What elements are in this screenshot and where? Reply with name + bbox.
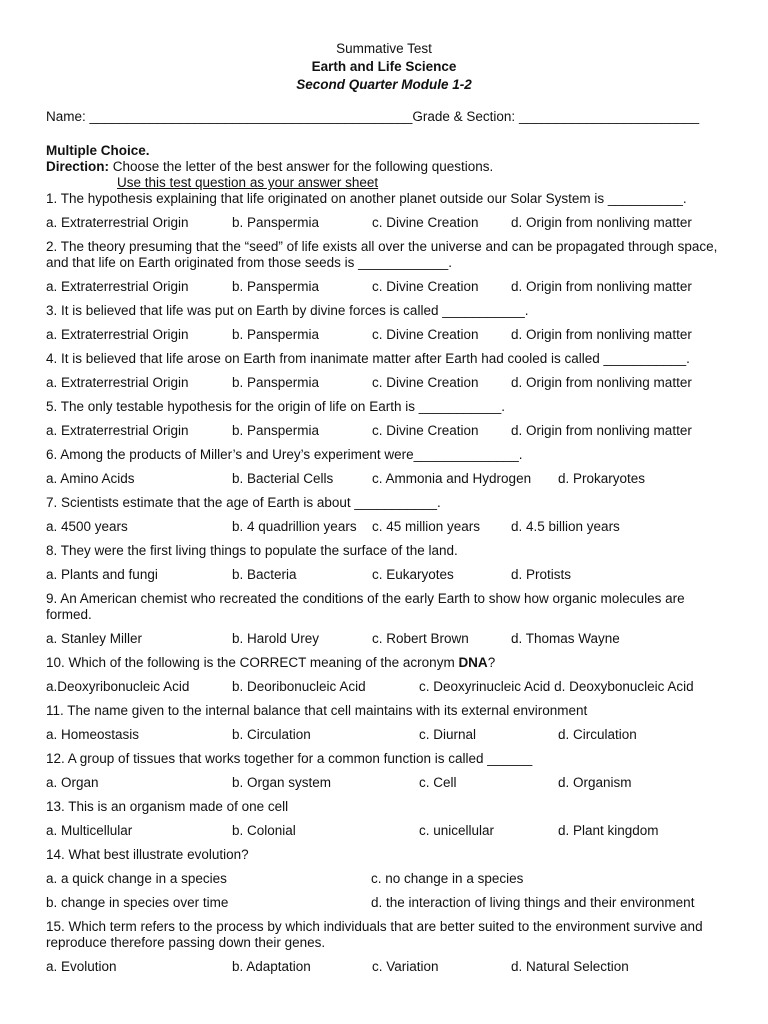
option-9b[interactable]: b. Harold Urey (232, 631, 320, 646)
grade-section-label: Grade & Section: (412, 109, 519, 124)
option-4d[interactable]: d. Origin from nonliving matter (511, 375, 692, 390)
option-7c[interactable]: c. 45 million years (372, 519, 481, 534)
subject-title: Earth and Life Science (311, 59, 457, 74)
option-11b[interactable]: b. Circulation (232, 727, 311, 742)
question-4: 4. It is believed that life arose on Earth from inanimate matter after Earth had cooled is called ___________. (46, 351, 690, 366)
question-12: 12. A group of tissues that works together for a common function is called ______ (46, 751, 533, 766)
option-11c[interactable]: c. Diurnal (419, 727, 477, 742)
question-10-text: 10. Which of the following is the CORRECT meaning of the acronym (46, 655, 459, 670)
options-12 (46, 775, 722, 791)
option-5d[interactable]: d. Origin from nonliving matter (511, 423, 692, 438)
option-7a[interactable]: a. 4500 years (46, 519, 128, 534)
options-11 (46, 727, 722, 743)
option-13a[interactable]: a. Multicellular (46, 823, 133, 838)
question-10-acronym: DNA (458, 655, 488, 670)
option-3a[interactable]: a. Extraterrestrial Origin (46, 327, 189, 342)
grade-section-blank[interactable]: ________________________ (518, 109, 700, 124)
option-7d[interactable]: d. 4.5 billion years (511, 519, 620, 534)
option-8a[interactable]: a. Plants and fungi (46, 567, 158, 582)
option-2c[interactable]: c. Divine Creation (372, 279, 479, 294)
name-blank[interactable]: ___________________________________________ (89, 109, 413, 124)
options-7 (46, 519, 722, 535)
option-10b[interactable]: b. Deoribonucleic Acid (232, 679, 366, 694)
option-10d[interactable]: d. Deoxybonucleic Acid (554, 679, 694, 694)
options-1 (46, 215, 722, 231)
question-14: 14. What best illustrate evolution? (46, 847, 249, 862)
question-11: 11. The name given to the internal balance that cell maintains with its external environment (46, 703, 588, 718)
option-2b[interactable]: b. Panspermia (232, 279, 320, 294)
option-10a[interactable]: a.Deoxyribonucleic Acid (46, 679, 190, 694)
option-5b[interactable]: b. Panspermia (232, 423, 320, 438)
option-12d[interactable]: d. Organism (558, 775, 632, 790)
question-6: 6. Among the products of Miller’s and Urey’s experiment were______________. (46, 447, 523, 462)
option-13d[interactable]: d. Plant kingdom (558, 823, 659, 838)
option-4c[interactable]: c. Divine Creation (372, 375, 479, 390)
option-14a[interactable]: a. a quick change in a species (46, 871, 227, 886)
option-15c[interactable]: c. Variation (372, 959, 439, 974)
option-1a[interactable]: a. Extraterrestrial Origin (46, 215, 189, 230)
option-12b[interactable]: b. Organ system (232, 775, 332, 790)
question-15: 15. Which term refers to the process by which individuals that are better suited to the environment survive and reproduce therefore passing down their genes. (46, 919, 703, 950)
option-8c[interactable]: c. Eukaryotes (372, 567, 454, 582)
option-12c[interactable]: c. Cell (419, 775, 457, 790)
question-13: 13. This is an organism made of one cell (46, 799, 289, 814)
option-3b[interactable]: b. Panspermia (232, 327, 320, 342)
option-3c[interactable]: c. Divine Creation (372, 327, 479, 342)
option-11d[interactable]: d. Circulation (558, 727, 637, 742)
direction-label: Direction: (46, 159, 110, 174)
option-8b[interactable]: b. Bacteria (232, 567, 297, 582)
option-2d[interactable]: d. Origin from nonliving matter (511, 279, 692, 294)
options-14-row1 (46, 871, 722, 887)
question-9: 9. An American chemist who recreated the conditions of the early Earth to show how organic molecules are formed. (46, 591, 685, 622)
option-10c[interactable]: c. Deoxyrinucleic Acid (419, 679, 551, 694)
option-6a[interactable]: a. Amino Acids (46, 471, 135, 486)
option-14c[interactable]: c. no change in a species (371, 871, 524, 886)
question-3: 3. It is believed that life was put on Earth by divine forces is called ___________. (46, 303, 529, 318)
option-9d[interactable]: d. Thomas Wayne (511, 631, 620, 646)
option-15b[interactable]: b. Adaptation (232, 959, 311, 974)
option-6c[interactable]: c. Ammonia and Hydrogen (372, 471, 532, 486)
question-7: 7. Scientists estimate that the age of Earth is about ___________. (46, 495, 441, 510)
option-1b[interactable]: b. Panspermia (232, 215, 320, 230)
question-10 (46, 655, 722, 671)
option-6b[interactable]: b. Bacterial Cells (232, 471, 334, 486)
student-info-row (46, 108, 722, 126)
options-10 (46, 679, 722, 695)
section-title: Multiple Choice. (46, 143, 150, 158)
option-13c[interactable]: c. unicellular (419, 823, 495, 838)
options-4 (46, 375, 722, 391)
direction-text: Choose the letter of the best answer for the following questions. (109, 159, 494, 174)
option-1c[interactable]: c. Divine Creation (372, 215, 479, 230)
option-11a[interactable]: a. Homeostasis (46, 727, 140, 742)
name-label: Name: (46, 109, 90, 124)
option-12a[interactable]: a. Organ (46, 775, 99, 790)
option-14b[interactable]: b. change in species over time (46, 895, 229, 910)
question-2: 2. The theory presuming that the “seed” of life exists all over the universe and can be propagated through space, and that life on Earth originated from those seeds is ____________. (46, 239, 718, 270)
options-6 (46, 471, 722, 487)
options-5 (46, 423, 722, 439)
option-13b[interactable]: b. Colonial (232, 823, 296, 838)
option-5c[interactable]: c. Divine Creation (372, 423, 479, 438)
option-4b[interactable]: b. Panspermia (232, 375, 320, 390)
options-3 (46, 327, 722, 343)
option-9c[interactable]: c. Robert Brown (372, 631, 469, 646)
test-title: Summative Test (336, 41, 432, 56)
options-15 (46, 959, 722, 975)
options-8 (46, 567, 722, 583)
option-1d[interactable]: d. Origin from nonliving matter (511, 215, 692, 230)
option-15d[interactable]: d. Natural Selection (511, 959, 629, 974)
option-14d[interactable]: d. the interaction of living things and their environment (371, 895, 695, 910)
option-15a[interactable]: a. Evolution (46, 959, 117, 974)
option-5a[interactable]: a. Extraterrestrial Origin (46, 423, 189, 438)
options-9 (46, 631, 722, 647)
question-1: 1. The hypothesis explaining that life originated on another planet outside our Solar System is __________. (46, 191, 687, 206)
option-3d[interactable]: d. Origin from nonliving matter (511, 327, 692, 342)
question-10-end: ? (487, 655, 496, 670)
question-5: 5. The only testable hypothesis for the origin of life on Earth is ___________. (46, 399, 506, 414)
option-6d[interactable]: d. Prokaryotes (558, 471, 646, 486)
question-8: 8. They were the first living things to populate the surface of the land. (46, 543, 458, 558)
direction (46, 159, 722, 175)
options-2 (46, 279, 722, 295)
option-8d[interactable]: d. Protists (511, 567, 572, 582)
direction-note: Use this test question as your answer sheet (117, 175, 379, 190)
module-title: Second Quarter Module 1-2 (296, 77, 472, 92)
test-header (46, 40, 722, 94)
option-2a[interactable]: a. Extraterrestrial Origin (46, 279, 189, 294)
option-9a[interactable]: a. Stanley Miller (46, 631, 143, 646)
option-4a[interactable]: a. Extraterrestrial Origin (46, 375, 189, 390)
options-13 (46, 823, 722, 839)
options-14-row2 (46, 895, 722, 911)
option-7b[interactable]: b. 4 quadrillion years (232, 519, 357, 534)
